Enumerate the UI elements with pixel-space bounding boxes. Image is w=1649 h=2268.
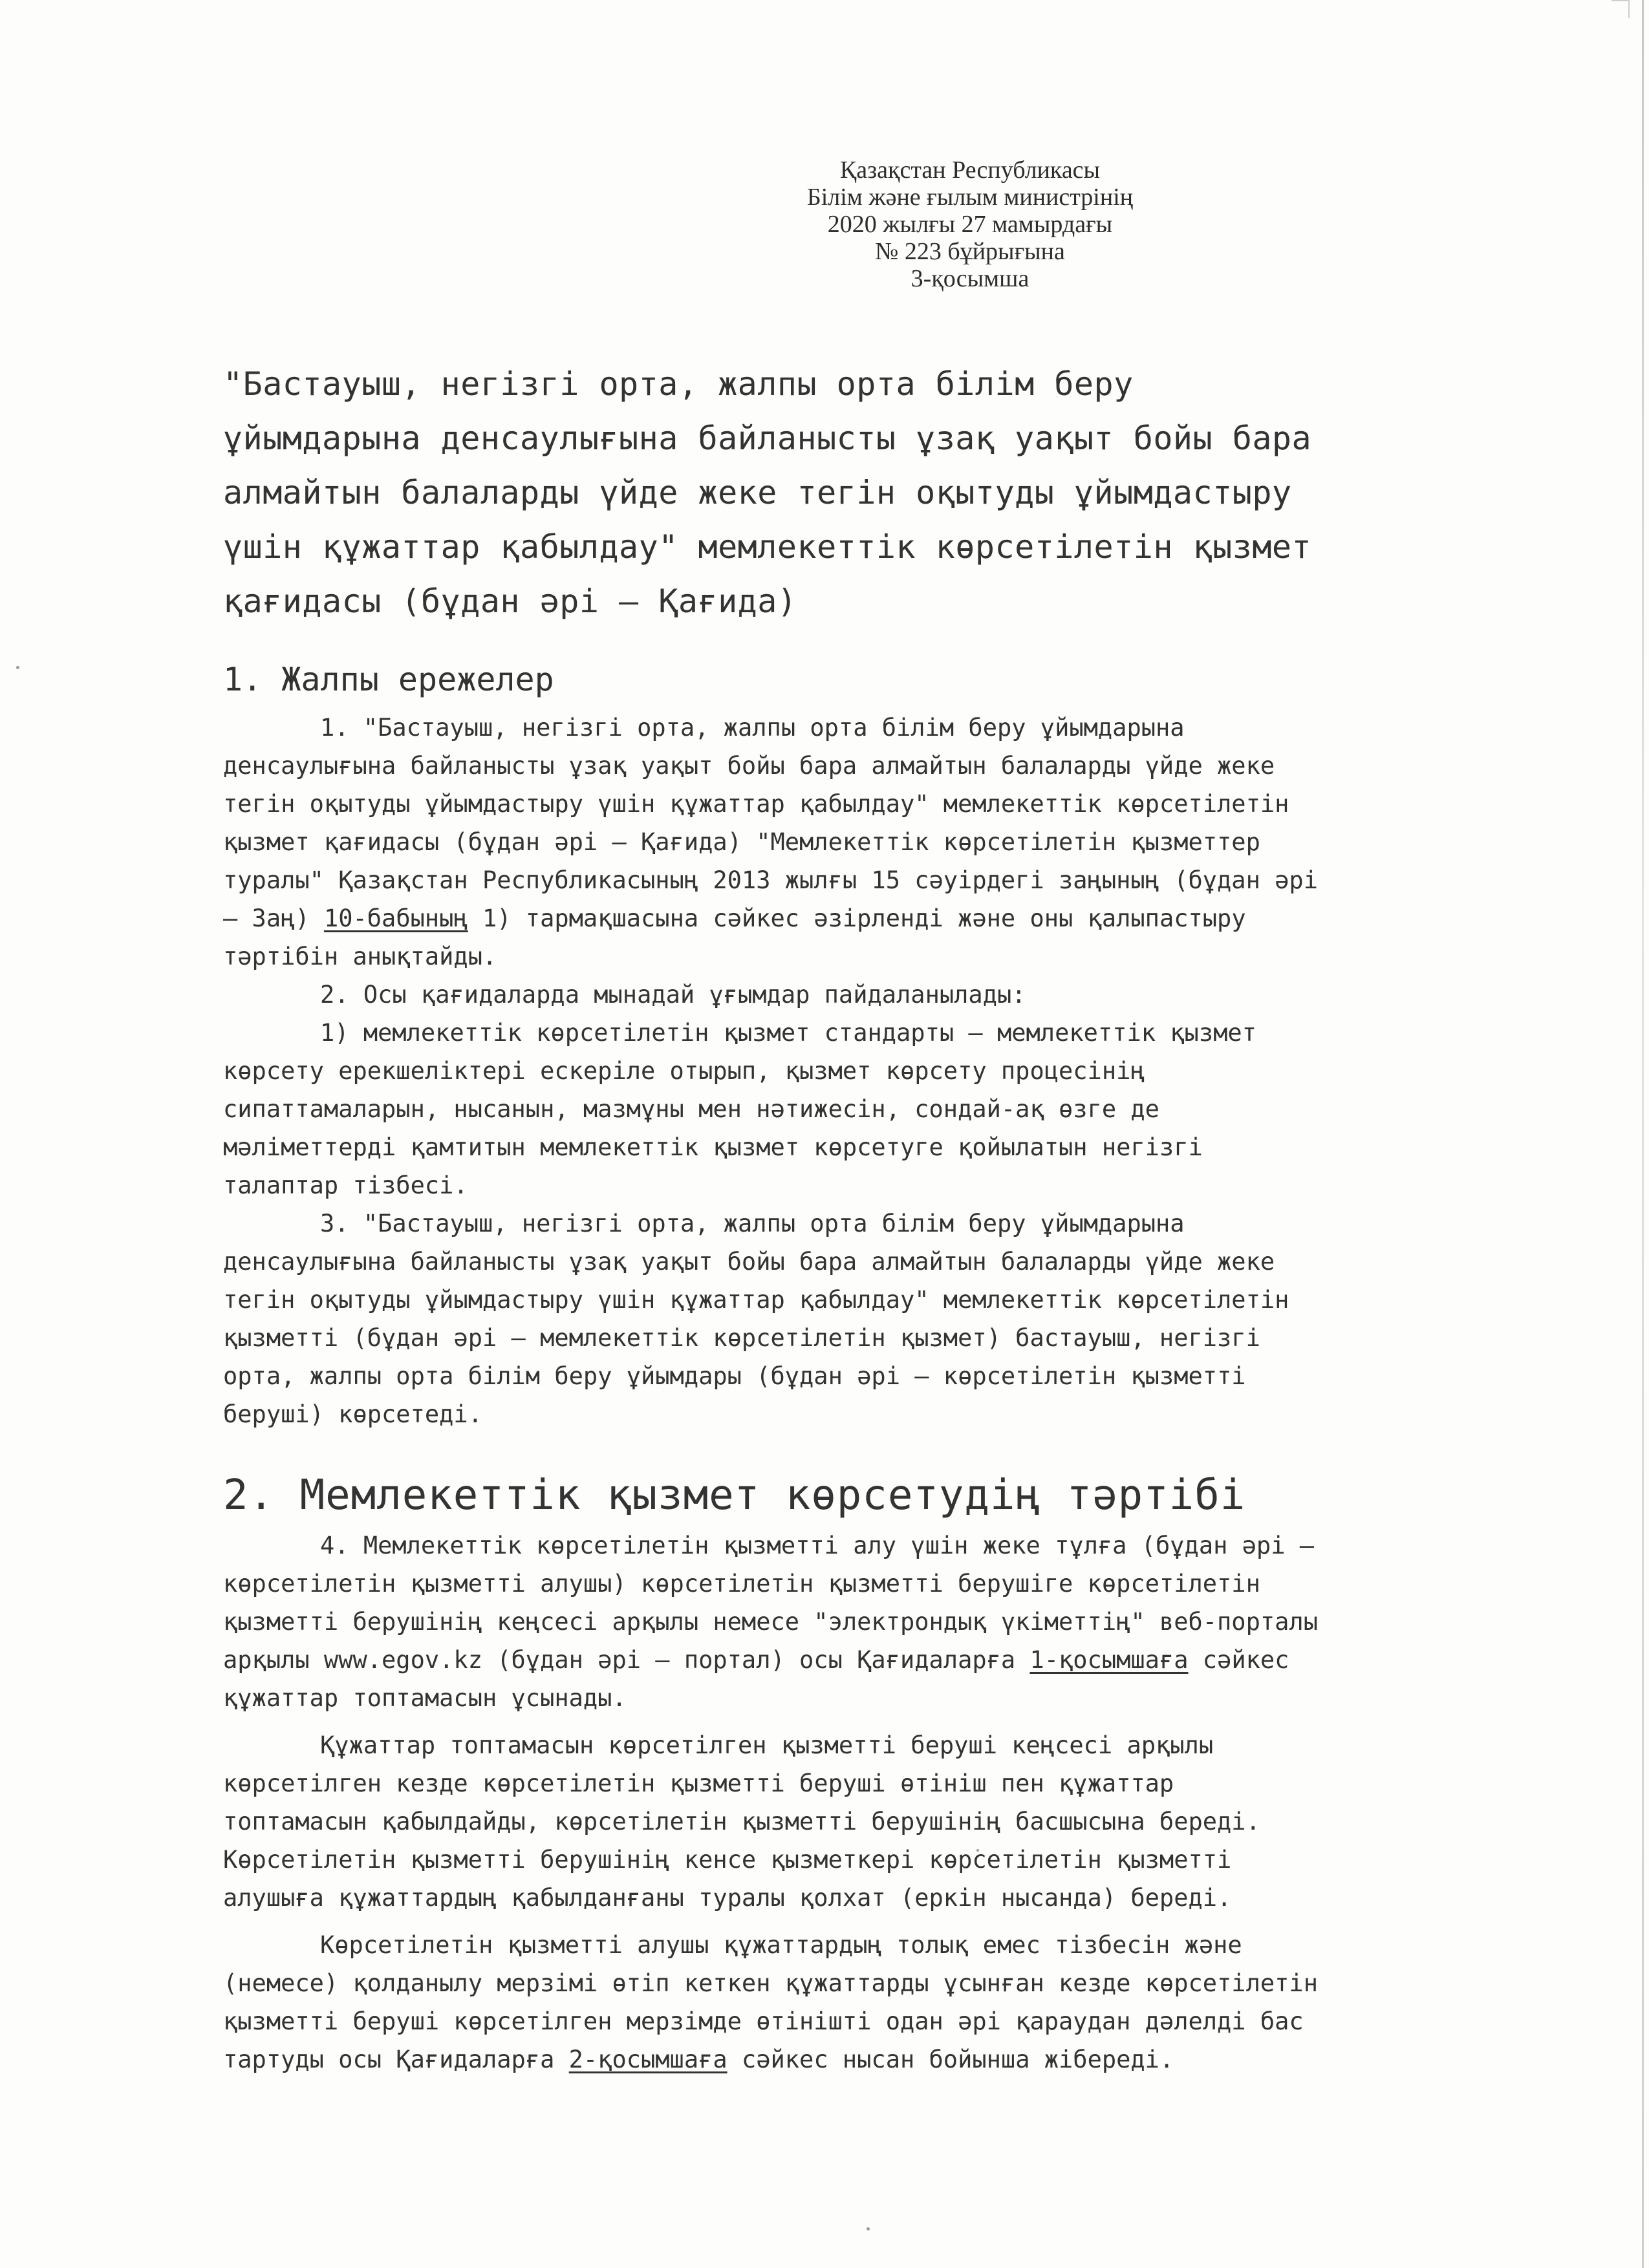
text-span: сәйкес нысан бойынша жібереді. <box>727 2046 1174 2073</box>
para-line: қызметті берушінің кеңсесі арқылы немесе "электрондық үкіметтің" веб-порталы <box>223 1608 1318 1636</box>
title-line: "Бастауыш, негізгі орта, жалпы орта білім беру <box>223 365 1134 403</box>
para-line: көрсетілетін қызметті алушы) көрсетілетін қызметті берушіге көрсетілетін <box>223 1570 1260 1598</box>
para-line: туралы" Қазақстан Республикасының 2013 жылғы 15 сәуірдегі заңының (бұдан әрі <box>223 866 1318 894</box>
scan-speck <box>867 2227 870 2231</box>
paragraph-1 <box>223 709 1484 976</box>
text-span: тартуды осы Қағидаларға <box>223 2046 569 2073</box>
para-line: 3. "Бастауыш, негізгі орта, жалпы орта білім беру ұйымдарына <box>320 1210 1185 1237</box>
document-title <box>223 357 1484 628</box>
para-line: қызметті (бұдан әрі – мемлекеттік көрсетілетін қызмет) бастауыш, негізгі <box>223 1324 1260 1352</box>
paragraph-5 <box>223 1726 1484 1917</box>
appendix-1-link[interactable]: 1-қосымшаға <box>1029 1646 1189 1674</box>
page-edge <box>1642 0 1644 2268</box>
para-line: тегін оқытуды ұйымдастыру үшін құжаттар қабылдау" мемлекеттік көрсетілетін <box>223 790 1289 818</box>
para-line: қызметті беруші көрсетілген мерзімде өтінішті одан әрі қараудан дәлелді бас <box>223 2007 1304 2035</box>
para-line: Көрсетілетін қызметті алушы құжаттардың толық емес тізбесін және <box>320 1931 1242 1959</box>
header-line: № 223 бұйрығына <box>875 238 1065 265</box>
para-line: тәртібін анықтайды. <box>223 943 497 970</box>
paragraph-2 <box>223 976 1484 1014</box>
text-span: арқылы www.egov.kz (бұдан әрі – портал) осы Қағидаларға <box>223 1646 1030 1674</box>
paragraph-2-item-1 <box>223 1014 1484 1204</box>
spacer <box>223 1717 1484 1726</box>
para-line: көрсетілген кезде көрсетілетін қызметті беруші өтініш пен құжаттар <box>223 1770 1174 1797</box>
corner-mark <box>1611 0 1630 18</box>
appendix-2-link[interactable]: 2-қосымшаға <box>568 2046 727 2073</box>
document-body <box>223 357 1484 2079</box>
para-line <box>223 899 1484 937</box>
text-span: – Заң) <box>223 904 324 932</box>
para-line: 4. Мемлекеттік көрсетілетін қызметті алу үшін жеке тұлға (бұдан әрі – <box>320 1532 1315 1559</box>
para-line: Көрсетілетін қызметті берушінің кенсе қызметкері көрсетілетін қызметті <box>223 1846 1232 1874</box>
paragraph-3 <box>223 1204 1484 1433</box>
para-line: 1. "Бастауыш, негізгі орта, жалпы орта білім беру ұйымдарына <box>320 714 1185 742</box>
para-line: 1) мемлекеттік көрсетілетін қызмет стандарты – мемлекеттік қызмет <box>320 1019 1256 1047</box>
para-line: денсаулығына байланысты ұзақ уақыт бойы бара алмайтын балаларды үйде жеке <box>223 1248 1275 1276</box>
text-span: сәйкес <box>1188 1646 1289 1674</box>
title-line: қағидасы (бұдан әрі – Қағида) <box>223 583 797 620</box>
header-line: 3-қосымша <box>911 265 1029 292</box>
scan-speck <box>16 666 19 669</box>
header-line: 2020 жылғы 27 мамырдағы <box>827 211 1113 238</box>
para-line: талаптар тізбесі. <box>223 1171 468 1199</box>
para-line: (немесе) қолданылу мерзімі өтіп кеткен құжаттарды ұсынған кезде көрсетілетін <box>223 1969 1318 1997</box>
header-line: Білім және ғылым министрінің <box>806 184 1134 211</box>
paragraph-6 <box>223 1926 1484 2079</box>
para-line: Құжаттар топтамасын көрсетілген қызметті беруші кеңсесі арқылы <box>320 1731 1214 1759</box>
para-line: 2. Осы қағидаларда мынадай ұғымдар пайдаланылады: <box>320 981 1026 1009</box>
para-line: құжаттар топтамасын ұсынады. <box>223 1684 627 1712</box>
article-10-link[interactable]: 10-бабының <box>323 904 468 932</box>
para-line: мәліметтерді қамтитын мемлекеттік қызмет көрсетуге қойылатын негізгі <box>223 1133 1203 1161</box>
text-span: 1) тармақшасына сәйкес әзірленді және оны қалыпастыру <box>468 904 1246 932</box>
para-line: қызмет қағидасы (бұдан әрі – Қағида) "Мемлекеттік көрсетілетін қызметтер <box>223 828 1260 856</box>
title-line: алмайтын балаларды үйде жеке тегін оқытуды ұйымдастыру <box>223 474 1292 511</box>
header-line: Қазақстан Республикасы <box>839 156 1101 184</box>
para-line: тегін оқытуды ұйымдастыру үшін құжаттар қабылдау" мемлекеттік көрсетілетін <box>223 1286 1289 1314</box>
section-1-heading: 1. Жалпы ережелер <box>223 661 554 698</box>
para-line: орта, жалпы орта білім беру ұйымдары (бұдан әрі – көрсетілетін қызметті <box>223 1362 1246 1390</box>
section-2-heading: 2. Мемлекеттік қызмет көрсетудің тәртібі <box>223 1471 1246 1519</box>
title-line: үшін құжаттар қабылдау" мемлекеттік көрсетілетін қызмет <box>223 528 1312 566</box>
title-line: ұйымдарына денсаулығына байланысты ұзақ уақыт бойы бара <box>223 420 1312 457</box>
para-line: топтамасын қабылдайды, көрсетілетін қызметті берушінің басшысына береді. <box>223 1808 1260 1835</box>
para-line <box>223 1641 1484 1679</box>
spacer <box>223 1917 1484 1926</box>
para-line: денсаулығына байланысты ұзақ уақыт бойы бара алмайтын балаларды үйде жеке <box>223 752 1275 780</box>
para-line: сипаттамаларын, нысанын, мазмұны мен нәтижесін, сондай-ақ өзге де <box>223 1095 1159 1123</box>
para-line: беруші) көрсетеді. <box>223 1400 482 1428</box>
para-line <box>223 2040 1484 2079</box>
para-line: көрсету ерекшеліктері ескеріле отырып, қызмет көрсету процесінің <box>223 1057 1145 1085</box>
appendix-header <box>711 156 1229 292</box>
para-line: алушыға құжаттардың қабылданғаны туралы қолхат (еркін нысанда) береді. <box>223 1884 1232 1912</box>
paragraph-4 <box>223 1526 1484 1717</box>
